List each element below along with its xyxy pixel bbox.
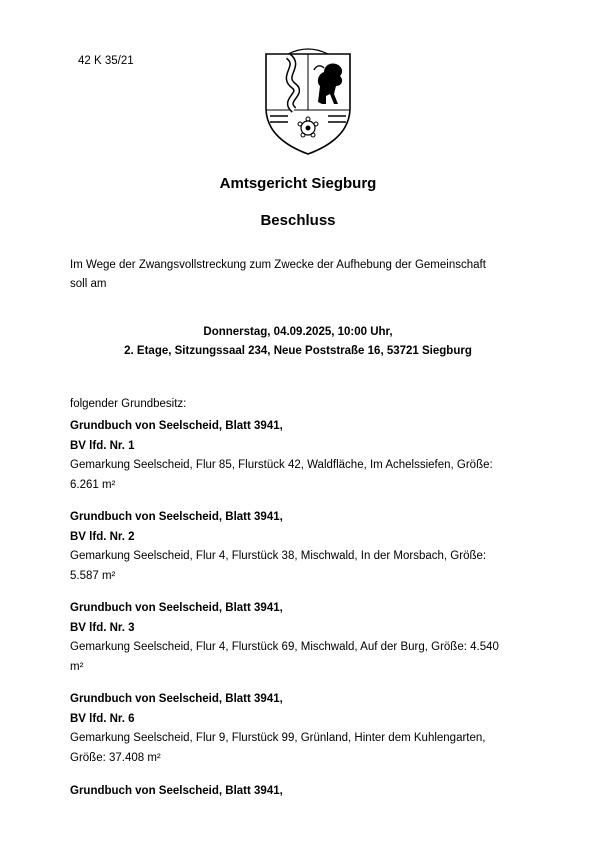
intro-line: soll am [70, 277, 107, 290]
appointment-date: Donnerstag, 04.09.2025, 10:00 Uhr, [203, 326, 393, 338]
parcel-description: Gemarkung Seelscheid, Flur 9, Flurstück 99, Grünland, Hinter dem Kuhlengarten, [70, 732, 486, 744]
bv-number: BV lfd. Nr. 6 [70, 712, 135, 725]
property-entry [70, 417, 530, 495]
parcel-description: Gemarkung Seelscheid, Flur 85, Flurstück 42, Waldfläche, Im Achelssiefen, Größe: [70, 459, 493, 471]
property-entry [70, 508, 530, 586]
land-register: Grundbuch von Seelscheid, Blatt 3941, [70, 693, 283, 705]
bv-number: BV lfd. Nr. 1 [70, 439, 135, 452]
property-heading: folgender Grundbesitz: [70, 398, 187, 410]
property-entry [70, 690, 530, 768]
parcel-size: Größe: 37.408 m² [70, 751, 161, 764]
case-number: 42 K 35/21 [78, 55, 134, 67]
appointment-location: 2. Etage, Sitzungssaal 234, Neue Poststraße 16, 53721 Siegburg [124, 345, 472, 357]
land-register: Grundbuch von Seelscheid, Blatt 3941, [70, 511, 283, 523]
land-register: Grundbuch von Seelscheid, Blatt 3941, [70, 420, 283, 432]
court-name: Amtsgericht Siegburg [219, 175, 377, 192]
bv-number: BV lfd. Nr. 3 [70, 621, 135, 634]
parcel-size: 6.261 m² [70, 478, 116, 491]
land-register: Grundbuch von Seelscheid, Blatt 3941, [70, 602, 283, 614]
appointment-block [0, 323, 596, 361]
intro-paragraph [70, 256, 540, 293]
parcel-size: 5.587 m² [70, 569, 116, 582]
property-entry [70, 599, 530, 677]
property-entry [70, 782, 530, 802]
document-title: Beschluss [260, 212, 336, 229]
parcel-size: m² [70, 660, 84, 673]
land-register: Grundbuch von Seelscheid, Blatt 3941, [70, 785, 283, 797]
parcel-description: Gemarkung Seelscheid, Flur 4, Flurstück 38, Mischwald, In der Morsbach, Größe: [70, 550, 487, 562]
bv-number: BV lfd. Nr. 2 [70, 530, 135, 543]
intro-line: Im Wege der Zwangsvollstreckung zum Zwecke der Aufhebung der Gemeinschaft [70, 259, 486, 271]
parcel-description: Gemarkung Seelscheid, Flur 4, Flurstück 69, Mischwald, Auf der Burg, Größe: 4.540 [70, 641, 499, 653]
coat-of-arms-icon [258, 46, 358, 156]
